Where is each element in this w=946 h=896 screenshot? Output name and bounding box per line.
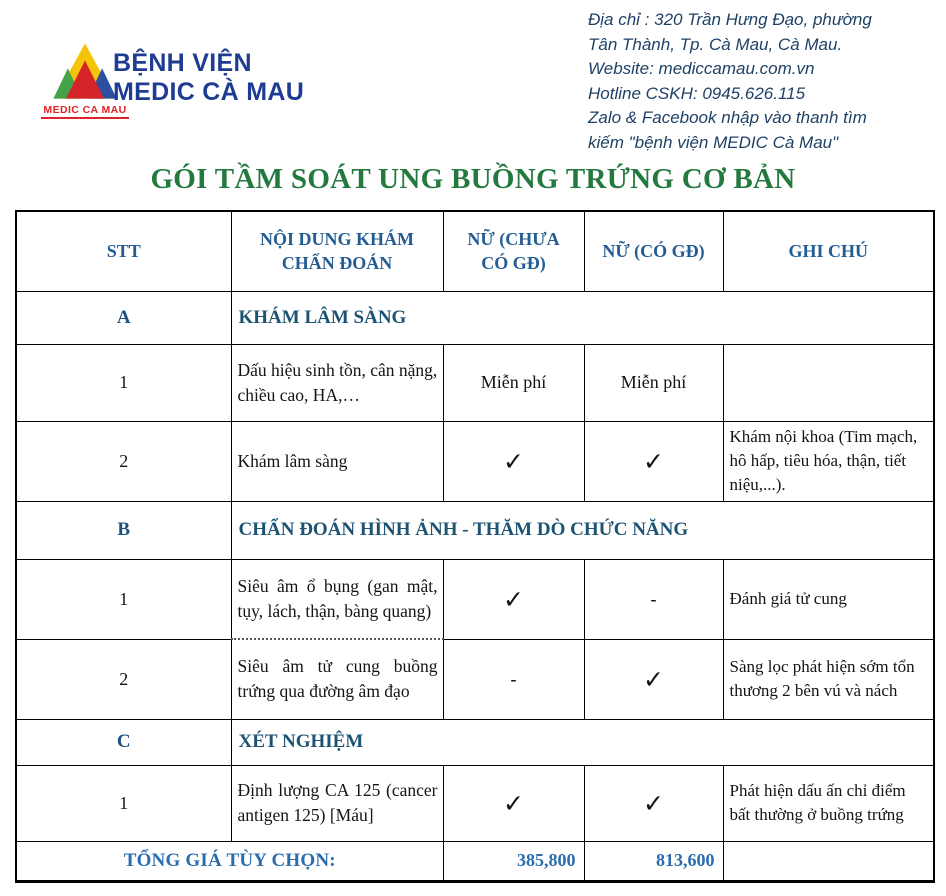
note-cell: Sàng lọc phát hiện sớm tổn thương 2 bên vú và nách [723,639,934,719]
content-cell: Siêu âm ổ bụng (gan mật, tụy, lách, thận, bàng quang) [231,559,443,639]
stt-cell: 2 [16,639,231,719]
married-check-cell: ✓ [584,421,723,501]
section-label: KHÁM LÂM SÀNG [231,291,934,344]
single-check-cell: ✓ [443,765,584,841]
married-price-cell: Miễn phí [584,344,723,421]
section-row-b [16,501,934,559]
single-check-cell: ✓ [443,421,584,501]
item-row-a2 [16,421,934,501]
section-letter: A [16,291,231,344]
married-check-cell: ✓ [584,639,723,719]
stt-cell: 1 [16,765,231,841]
total-price-single: 385,800 [443,841,584,881]
contact-social-line1: Zalo & Facebook nhập vào thanh tìm [588,108,867,127]
logo-caption: MEDIC CA MAU [41,104,128,119]
col-header-content: NỘI DUNG KHÁM CHẨN ĐOÁN [231,211,443,291]
content-cell: Siêu âm tử cung buồng trứng qua đường âm đạo [231,639,443,719]
section-letter: B [16,501,231,559]
total-label: TỔNG GIÁ TÙY CHỌN: [16,841,443,881]
contact-hotline: Hotline CSKH: 0945.626.115 [588,83,806,103]
item-row-c1 [16,765,934,841]
stt-cell: 1 [16,344,231,421]
table-header-row [16,211,934,291]
content-cell: Dấu hiệu sinh tồn, cân nặng, chiều cao, HA,… [231,344,443,421]
contact-block [588,8,940,155]
contact-address-line2: Tân Thành, Tp. Cà Mau, Cà Mau. [588,34,843,54]
single-dash-cell: - [443,639,584,719]
content-cell: Định lượng CA 125 (cancer antigen 125) [Máu] [231,765,443,841]
married-dash-cell: - [584,559,723,639]
contact-social-line2: kiếm "bệnh viện MEDIC Cà Mau" [588,132,839,152]
col-header-stt: STT [16,211,231,291]
stt-cell: 1 [16,559,231,639]
content-cell: Khám lâm sàng [231,421,443,501]
note-cell: Phát hiện dấu ấn chỉ điểm bất thường ở buồng trứng [723,765,934,841]
note-cell: Khám nội khoa (Tim mạch, hô hấp, tiêu hóa, thận, tiết niệu,...). [723,421,934,501]
contact-address-line1: Địa chỉ : 320 Trần Hưng Đạo, phường [588,10,872,29]
col-header-note: GHI CHÚ [723,211,934,291]
col-header-single: NỮ (CHƯA CÓ GĐ) [443,211,584,291]
package-table [15,210,935,883]
stt-cell: 2 [16,421,231,501]
logo-mountain-icon [52,42,118,100]
total-note-empty [723,841,934,881]
item-row-b1 [16,559,934,639]
note-cell: Đánh giá tử cung [723,559,934,639]
item-row-a1 [16,344,934,421]
married-check-cell: ✓ [584,765,723,841]
total-row [16,841,934,881]
hospital-name-line2: MEDIC CÀ MAU [113,78,305,106]
hospital-name [113,49,304,107]
single-check-cell: ✓ [443,559,584,639]
note-cell [723,344,934,421]
single-price-cell: Miễn phí [443,344,584,421]
section-row-a [16,291,934,344]
section-row-c [16,719,934,765]
contact-website: Website: mediccamau.com.vn [588,59,815,78]
section-label: CHẨN ĐOÁN HÌNH ẢNH - THĂM DÒ CHỨC NĂNG [231,501,934,559]
col-header-married: NỮ (CÓ GĐ) [584,211,723,291]
package-title: GÓI TẦM SOÁT UNG BUỒNG TRỨNG CƠ BẢN [150,163,796,195]
section-letter: C [16,719,231,765]
hospital-name-line1: BỆNH VIỆN [113,49,252,77]
total-price-married: 813,600 [584,841,723,881]
section-label: XÉT NGHIỆM [231,719,934,765]
item-row-b2 [16,639,934,719]
